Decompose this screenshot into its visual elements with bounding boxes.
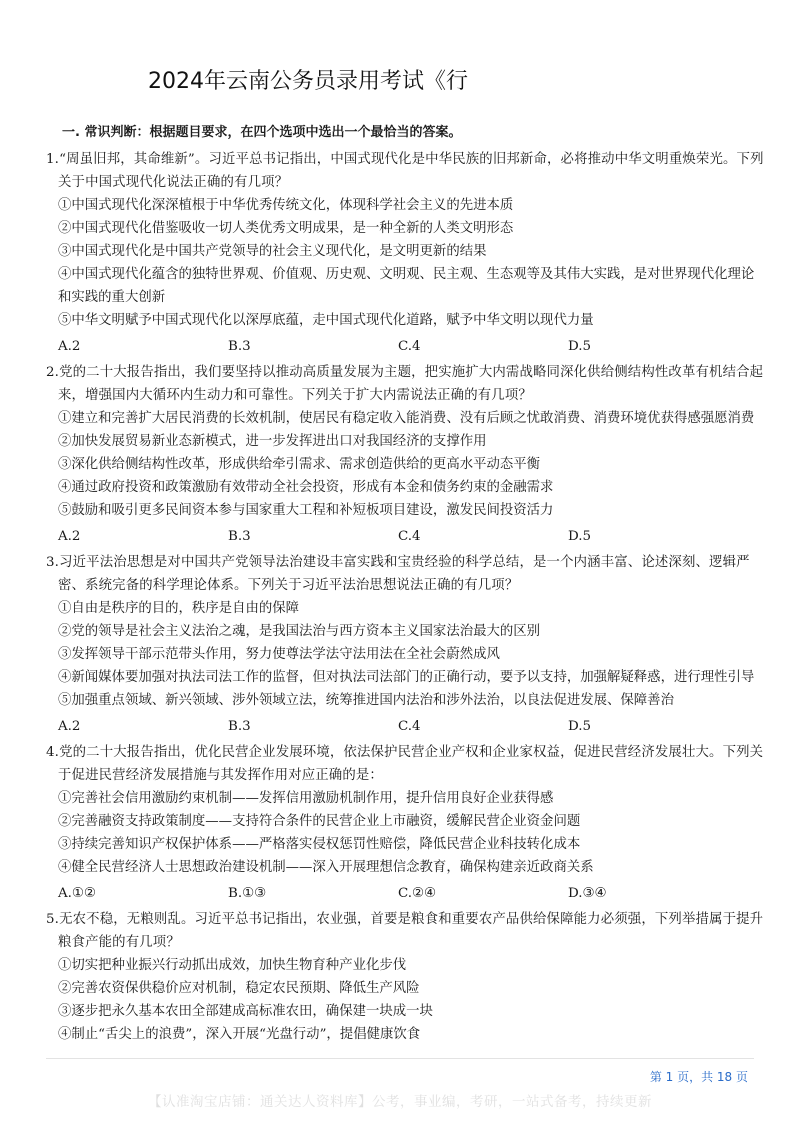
statement: ①自由是秩序的目的，秩序是自由的保障 [58,601,300,616]
option-d[interactable]: D.5 [568,719,592,734]
question-2 [46,361,766,548]
statement: ③逐步把永久基本农田全部建成高标准农田，确保建一块成一块 [58,1004,433,1019]
option-d[interactable]: D.5 [568,529,592,544]
statement: ②完善农资保供稳价应对机制，稳定农民预期、降低生产风险 [58,981,420,996]
option-b[interactable]: B.①③ [228,886,267,901]
option-b[interactable]: B.3 [228,339,251,354]
statement: ④健全民营经济人士思想政治建设机制——深入开展理想信念教育，确保构建亲近政商关系 [58,860,594,875]
question-list [46,148,766,1046]
option-b[interactable]: B.3 [228,529,251,544]
option-a[interactable]: A.2 [58,719,81,734]
statement: ②中国式现代化借鉴吸收一切人类优秀文明成果，是一种全新的人类文明形态 [58,221,514,236]
statement: ⑤鼓励和吸引更多民间资本参与国家重大工程和补短板项目建设，激发民间投资活力 [58,503,554,518]
question-stem: 4.党的二十大报告指出，优化民营企业发展环境，依法保护民营企业产权和企业家权益，促进民营经济发展壮大。下列关于促进民营经济发展措施与其发挥作用对应正确的是： [46,745,764,783]
question-5 [46,908,766,1046]
question-stem: 5.无农不稳，无粮则乱。习近平总书记指出，农业强，首要是粮食和重要农产品供给保障能力必须强，下列举措属于提升粮食产能的有几项？ [46,912,764,950]
option-d[interactable]: D.5 [568,339,592,354]
statement: ③深化供给侧结构性改革，形成供给牵引需求、需求创造供给的更高水平动态平衡 [58,457,541,472]
question-1 [46,148,766,358]
statement: ④新闻媒体要加强对执法司法工作的监督，但对执法司法部门的正确行动，要予以支持，加强解疑释惑，进行理性引导 [58,670,755,685]
answer-options [46,715,766,738]
option-c[interactable]: C.4 [398,339,421,354]
statement: ④中国式现代化蕴含的独特世界观、价值观、历史观、文明观、民主观、生态观等及其伟大实践，是对世界现代化理论和实践的重大创新 [58,267,755,305]
statement: ②党的领导是社会主义法治之魂，是我国法治与西方资本主义国家法治最大的区别 [58,624,541,639]
statement: ①切实把种业振兴行动抓出成效，加快生物育种产业化步伐 [58,958,407,973]
option-d[interactable]: D.③④ [568,886,607,901]
option-a[interactable]: A.①② [58,886,96,901]
statement: ③中国式现代化是中国共产党领导的社会主义现代化，是文明更新的结果 [58,244,487,259]
statement: ③持续完善知识产权保护体系——严格落实侵权惩罚性赔偿，降低民营企业科技转化成本 [58,837,581,852]
option-a[interactable]: A.2 [58,529,81,544]
document-title: 2024年云南公务员录用考试《行 [148,69,468,94]
statement: ③发挥领导干部示范带头作用，努力使尊法学法守法用法在全社会蔚然成风 [58,647,500,662]
statement: ⑤加强重点领域、新兴领域、涉外领域立法，统筹推进国内法治和涉外法治，以良法促进发展、保障善治 [58,693,674,708]
footer-divider [46,1058,754,1059]
page-number: 第 1 页，共 18 页 [649,1070,748,1084]
statement: ①中国式现代化深深植根于中华优秀传统文化，体现科学社会主义的先进本质 [58,198,514,213]
answer-options [46,525,766,548]
option-b[interactable]: B.3 [228,719,251,734]
option-c[interactable]: C.4 [398,719,421,734]
question-stem: 2.党的二十大报告指出，我们要坚持以推动高质量发展为主题，把实施扩大内需战略同深化供给侧结构性改革有机结合起来，增强国内大循环内生动力和可靠性。下列关于扩大内需说法正确的有几项？ [46,365,764,403]
statement: ②加快发展贸易新业态新模式，进一步发挥进出口对我国经济的支撑作用 [58,434,487,449]
statement: ①完善社会信用激励约束机制——发挥信用激励机制作用，提升信用良好企业获得感 [58,791,554,806]
statement: ⑤中华文明赋予中国式现代化以深厚底蕴，走中国式现代化道路，赋予中华文明以现代力量 [58,313,594,328]
question-stem: 1.“周虽旧邦，其命维新”。习近平总书记指出，中国式现代化是中华民族的旧邦新命，必将推动中华文明重焕荣光。下列关于中国式现代化说法正确的有几项？ [46,152,764,190]
answer-options [46,335,766,358]
option-c[interactable]: C.4 [398,529,421,544]
watermark-text: 【认准淘宝店铺：通关达人资料库】公考，事业编，考研，一站式备考，持续更新 [148,1094,652,1110]
answer-options [46,882,766,905]
statement: ②完善融资支持政策制度——支持符合条件的民营企业上市融资，缓解民营企业资金问题 [58,814,581,829]
section-heading: 一. 常识判断：根据题目要求，在四个选项中选出一个最恰当的答案。 [62,125,462,140]
statement: ①建立和完善扩大居民消费的长效机制，使居民有稳定收入能消费、没有后顾之忧敢消费、消费环境优获得感强愿消费 [58,411,755,426]
statement: ④通过政府投资和政策激励有效带动全社会投资，形成有本金和债务约束的金融需求 [58,480,554,495]
question-4 [46,741,766,905]
statement: ④制止“舌尖上的浪费”，深入开展“光盘行动”，提倡健康饮食 [58,1027,421,1042]
option-c[interactable]: C.②④ [398,886,437,901]
question-3 [46,551,766,738]
option-a[interactable]: A.2 [58,339,81,354]
question-stem: 3.习近平法治思想是对中国共产党领导法治建设丰富实践和宝贵经验的科学总结，是一个内涵丰富、论述深刻、逻辑严密、系统完备的科学理论体系。下列关于习近平法治思想说法正确的有几项？ [46,555,750,593]
